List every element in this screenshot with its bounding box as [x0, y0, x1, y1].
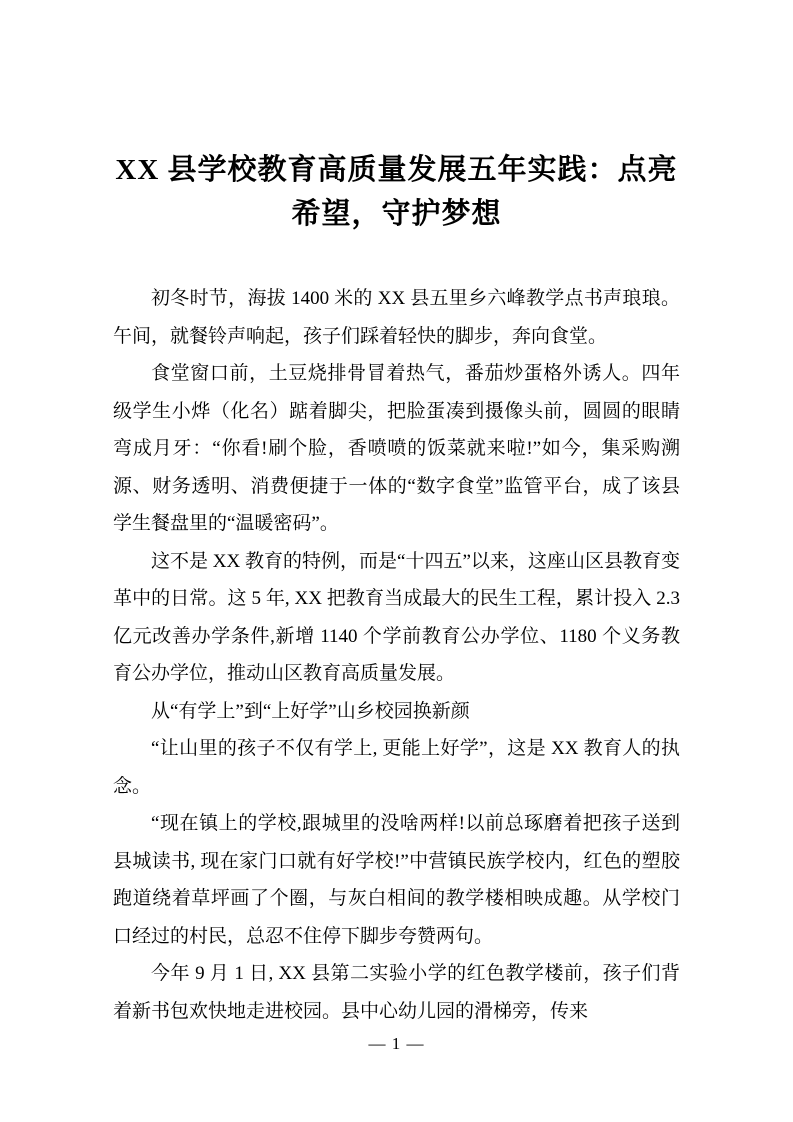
section-heading: 从“有学上”到“上好学”山乡校园换新颜: [151, 700, 470, 722]
paragraph-belief: “让山里的孩子不仅有学上, 更能上好学”，这是 XX 教育人的执念。: [113, 738, 680, 797]
paragraph-intro: 初冬时节，海拔 1400 米的 XX 县五里乡六峰教学点书声琅琅。午间，就餐铃声响起，孩子们踩着轻快的脚步，奔向食堂。: [113, 288, 680, 347]
paragraph-september: 今年 9 月 1 日, XX 县第二实验小学的红色教学楼前，孩子们背着新书包欢快地走进校园。县中心幼儿园的滑梯旁，传来: [113, 963, 680, 1022]
document-body: [113, 280, 680, 1030]
document-title: XX 县学校教育高质量发展五年实践：点亮希望，守护梦想: [115, 154, 678, 230]
paragraph-school-praise: “现在镇上的学校,跟城里的没啥两样!以前总琢磨着把孩子送到县城读书, 现在家门口就有好学校!”中营镇民族学校内，红色的塑胶跑道绕着草坪画了个圈，与灰白相间的教学楼相映成趣。从学校门口经过的村民，总忍不住停下脚步夸赞两句。: [113, 813, 680, 947]
paragraph-canteen: 食堂窗口前，土豆烧排骨冒着热气，番茄炒蛋格外诱人。四年级学生小烨（化名）踮着脚尖，把脸蛋凑到摄像头前，圆圆的眼睛弯成月牙：“你看!刷个脸，香喷喷的饭菜就来啦!”如今，集采购溯源、财务透明、消费便捷于一体的“数字食堂”监管平台，成了该县学生餐盘里的“温暖密码”。: [113, 363, 680, 534]
paragraph-investment: 这不是 XX 教育的特例，而是“十四五”以来，这座山区县教育变革中的日常。这 5 年, XX 把教育当成最大的民生工程，累计投入 2.3 亿元改善办学条件,新增 1140 个学前教育公办学位、1180 个义务教育公办学位，推动山区教育高质量发展。: [113, 550, 680, 684]
page-number: — 1 —: [368, 1034, 425, 1053]
